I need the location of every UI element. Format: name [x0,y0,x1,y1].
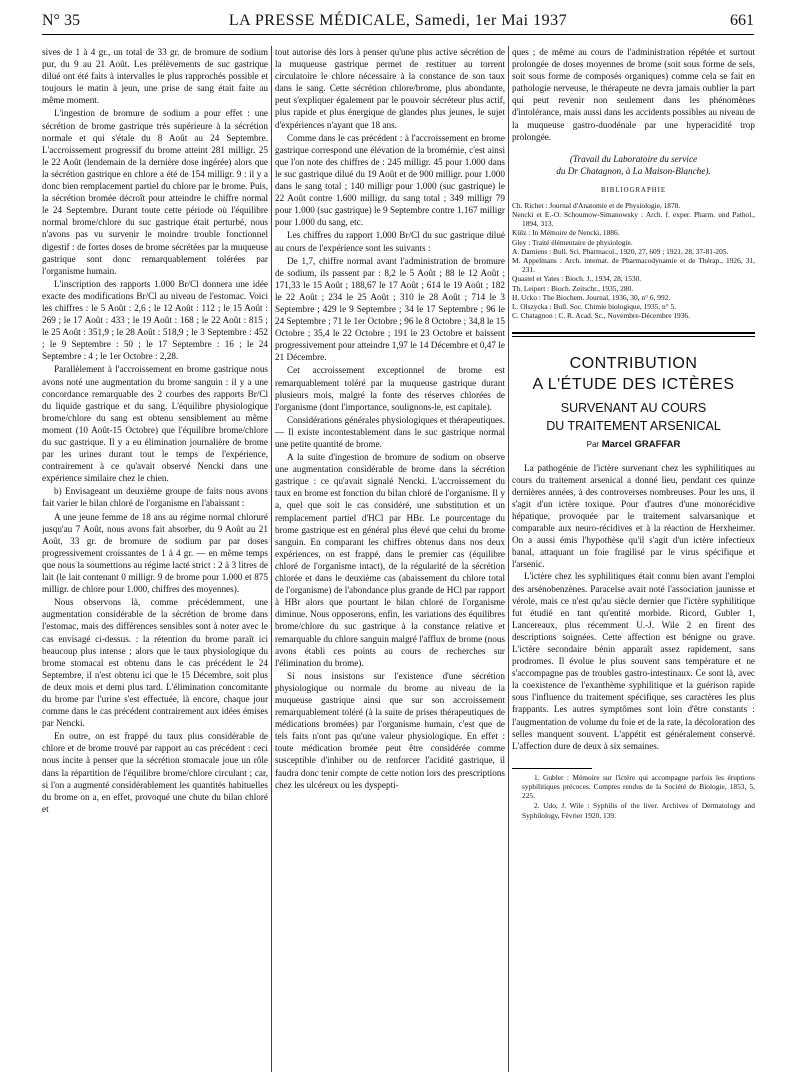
paragraph: L'inscription des rapports 1.000 Br/Cl donnera une idée exacte des modifications Br/Cl au niveau de l'estomac. Voici les chiffres : le 5 Août : 2,6 ; le 12 Août : 112 ; le 15 Août : 269 ; le 17 Août : 433 ; le 19 Août : 168 ; le 22 Août : 815 ; le 25 Août : 351,9 ; le 28 Août : 518,9 ; le 3 Septembre : 452 ; le 9 Septembre : 50 ; le 17 Septembre : 16 ; le 24 Septembre : 4 ; le 1er Octobre : 2,28. [42,278,268,362]
bibliography-entry: C. Chatagnon : C. R. Acad. Sc., Novembre-Décembre 1936. [512,311,690,321]
paragraph: De 1,7, chiffre normal avant l'administration de bromure de sodium, ils passent par : 8,2 le 5 Août ; 88 le 12 Août ; 171,33 le 15 Août ; 188,67 le 17 Août ; 614 le 19 Août ; 182 le 22 Août ; 234 le 25 Août ; 310 le 28 Août ; 714 le 3 Septembre ; 429 le 9 Septembre ; 34 le 17 Septembre ; 96 le 24 Septembre ; 71 le 1er Octobre ; 96 le 8 Octobre ; 34,8 le 15 Octobre ; 35,4 le 22 Octobre ; 191 le 23 Octobre et baissent progressivement pour atteindre 1,97 le 14 Décembre et 0,47 le 21 Décembre. [275,255,505,363]
page-number: 661 [730,12,754,29]
author-prefix: Par [586,440,600,450]
column-3 [512,46,755,821]
page-header [42,10,754,35]
paragraph: sives de 1 à 4 gr., un total de 33 gr. de bromure de sodium pur, du 9 au 21 Août. Les prélèvements de suc gastrique dilué ont été faits à intervalles le plus rapprochés possible et toujours le matin à jeun, une prise de sang était faite au même moment. [42,47,268,106]
bibliography-entry: L. Olszycka : Bull. Soc. Chimie biologique, 1935, n° 5. [512,302,677,312]
author-name: Marcel GRAFFAR [601,439,681,451]
paragraph: Si nous insistons sur l'existence d'une sécrétion physiologique ou normale du brome au niveau de la muqueuse gastrique ainsi que sur son accroissement remarquablement toléré (à la suite de prises thérapeutiques de médications bromées) par l'organisme humain, c'est que de tels faits n'ont pas qu'une valeur physiologique. En effet : toute médication bromée peut être considérée comme susceptible d'inhiber ou de renforcer l'acidité gastrique, il faudra donc tenir compte de cette notion lors des prescriptions chez les ulcéreux ou les dyspepti- [275,670,505,790]
footnote: 2. Udo, J. Wile : Syphilis of the liver. Archives of Dermatology and Syphilology, Février 1920, 139. [522,801,755,820]
bibliography-entry: M. Appelmans : Arch. internat. de Pharmacodynamie et de Thérap., 1926, 31, 231. [512,256,755,275]
article-title-line: CONTRIBUTION [569,355,698,373]
footnote-rule [512,768,592,769]
paragraph: L'ictère chez les syphilitiques était connu bien avant l'emploi des arsénobenzènes. Paracelse avait noté l'association jaunisse et vérole, mais ce n'est qu'au siècle dernier que l'ictère syphilitique fut étudié en tant qu'entité morbide. Ricord, Gubler 1, Lancereaux, plus récemment U.-J. Wile 2 en firent des descriptions soignées. Cette affection est bénigne ou grave. L'ictère secondaire bénin apparaît assez rapidement, sans prodromes. Il évolue le plus souvent sans température et ne s'accompagne pas de troubles gastro-intestinaux. Ce sont là, avec la coexistence de l'exanthème syphilitique et la guérison rapide sous l'influence du traitement spécifique, ses caractères les plus frappants. Les autres symptômes sont loin d'être constants : l'augmentation de volume du foie et de la rate, la décoloration des selles manquent souvent. L'appétit est généralement conservé. L'affection dure de deux à six semaines. [512,571,755,751]
column-divider [508,46,509,1072]
paragraph: L'ingestion de bromure de sodium a pour effet : une sécrétion de brome gastrique très supérieure à la sécrétion normale et qui s'étale du 8 Août au 24 Septembre. L'accroissement progressif du brome atteint 281 milligr. 25 le 22 Août (lendemain de la dernière dose ingérée) alors que la sécrétion gastrique en chlore a été de 154 milligr. 9 : il y a donc bien remplacement partiel du chlore par le brome. Puis, la sécrétion bromée décroît pour atteindre le chiffre normal le 24 Septembre. Durant toute cette période où l'équilibre normal brome/chlore du suc gastrique était perturbé, nous n'avons pas vu survenir le moindre trouble fonctionnel digestif : de fortes doses de brome sécrétées par la muqueuse gastrique sont donc remarquablement tolérées par l'organisme humain. [42,108,268,276]
footnote: 1. Gubler : Mémoire sur l'ictère qui accompagne parfois les éruptions syphilitiques précoces. Comptes rendus de la Société de Biologie, 1853, 5, 225. [522,772,755,801]
bibliography-entry: Quastel et Yates : Bioch. J., 1934, 28, 1530. [512,274,642,284]
paragraph: Comme dans le cas précédent : à l'accroissement en brome gastrique correspond une élévation de la bromémie, c'est ainsi que l'on note des chiffres de : 245 milligr. 45 pour 1.000 dans le suc gastrique dilué du 19 Août et de 900 milligr. pour 1.000 dans le sang total ; 140 milligr pour 1.000 (suc gastrique) le 22 Août contre 1.600 milligr. du sang total ; 349 milligr 79 pour 1.000 (suc gastrique) le 9 Septembre contre 1.167 milligr pour 1.000 du sang, etc. [275,132,505,228]
bibliography-list [512,201,755,321]
article-divider [512,332,755,334]
paragraph: Nous observons là, comme précédemment, une augmentation considérable de la sécrétion de brome dans l'estomac, mais des différences sensibles sont à noter avec le cas envisagé ci-dessus. : la rétention du brome paraît ici beaucoup plus intense ; alors que le taux physiologique du brome stomacal est obtenu dans le cas précédent le 24 Septembre, il n'est obtenu ici que le 15 Décembre, soit plus de deux mois et demi plus tard. L'élimination concomitante du brome par l'urine s'est effectuée, là encore, chaque jour comme dans le cas précédent contrairement aux idées émises par Nencki. [42,597,268,729]
paragraph: En outre, on est frappé du taux plus considérable de chlore et de brome trouvé par rapport au cas précédent : ceci nous incite à penser que la sécrétion stomacale joue un rôle dans la répartition de l'équilibre brome/chlore circulant ; car, si l'on a augmenté considérablement les quantités habituelles du brome on a, en effet, provoqué une chute du bilan chloré et [42,731,268,814]
issue-number: N° 35 [42,12,80,29]
article-author [512,439,755,451]
article-body [512,462,755,752]
paragraph: A la suite d'ingestion de bromure de sodium on observe une augmentation considérable de brome dans la sécrétion gastrique : ce qu'avait signalé Nencki. L'accroissement du taux en brome est fonction du bilan chloré de l'organisme. Il y a, quel que soit le cas considéré, une substitution et un remplacement partiel d'HCl par HBr. Le pourcentage du brome gastrique est en général plus élevé que celui du brome sanguin. En comparant les chiffres obtenus dans nos deux expériences, on est frappé, dans le premier cas (équilibre chloré de l'organisme intact), de la régularité de la sécrétion chlorée et dans le deuxième cas (abaissement du chlore total de l'organisme) de l'abondance plus grande de HCl par rapport à HBr alors que pourtant le bilan chloré de l'organisme diminue. Nous opposerons, enfin, les variations des équilibres brome/chlore du suc gastrique à la constance relative et remarquable du chlore sanguin malgré l'afflux de brome (nous avons établi ces points au cours de recherches sur l'élimination du brome). [275,452,505,668]
column-1 [42,46,268,1076]
bibliography-entry: Ch. Richet : Journal d'Anatomie et de Physiologie, 1878. [512,200,681,210]
column-divider [271,46,272,1072]
lab-credit [512,153,755,177]
bibliography-entry: Nencki et E.-O. Schoumow-Simanowsky : Arch. f. exper. Pharm. und Pathol., 1894, 313. [512,210,755,229]
paragraph: Parallèlement à l'accroissement en brome gastrique nous avons noté une augmentation du brome sanguin : il y a une concordance remarquable des 2 courbes des rapports Br/Cl du liquide gastrique et du sang. L'équilibre physiologique brome/chlore du sang est obtenu sensiblement au même moment (10 Août-15 Octobre) que l'équilibre brome/chlore du suc gastrique. Il y a eu élimination journalière de brome par les urines durant tout le temps de l'expérience, contrairement à ce qu'avait observé Nencki dans une expérience similaire chez le chien. [42,364,268,484]
article-subtitle-line: DU TRAITEMENT ARSENICAL [546,419,721,434]
article-divider [512,336,755,337]
paragraph: ques ; de même au cours de l'administration répétée et surtout prolongée de doses moyennes de brome (soit sous forme de sels, soit sous forme de composés organiques) comme cela se fait en pathologie nerveuse, le thérapeute ne devra jamais oublier la part qui peut revenir non seulement dans les phénomènes d'intolérance, mais aussi dans les accidents possibles au niveau de la muqueuse gastro-duodénale par une hyperacidité trop prolongée. [512,47,755,142]
paragraph: Cet accroissement exceptionnel de brome est remarquablement toléré par la muqueuse gastrique durant plusieurs mois, malgré la fonte des réserves chlorées de l'organisme (dont l'importance, soulignons-le, est capitale). [275,365,505,412]
paragraph: b) Envisageant un deuxième groupe de faits nous avons fait varier le bilan chloré de l'organisme en l'abaissant : [42,486,268,509]
paragraph: La pathogénie de l'ictère survenant chez les syphilitiques au cours du traitement arsenical a donné lieu, pendant ces quinze dernières années, à des controverses nombreuses. Pour les uns, il s'agit d'un ictère toxique. Pour d'autres d'une monorécidive hépatique, provoquée par le traitement salvarsanique et comparable aux neuro-récidives et à la réaction de Herxheimer. On a aussi émis l'hypothèse qu'il s'agit d'un ictère infectieux banal, attaquant un foie fragilisé par le virus spécifique et l'arsenic. [512,462,755,570]
section-heading-paragraph: Considérations générales physiologiques et thérapeutiques. — Il existe incontestablement dans le suc gastrique normal une petite quantité de brome. [275,414,505,449]
bibliography-title: BIBLIOGRAPHIE [600,186,667,194]
article-subtitle [512,399,755,435]
column-2 [275,46,505,1076]
article-title [512,353,755,395]
bibliography-entry: Gley : Traité élémentaire de physiologie. [512,237,633,247]
bibliography-entry: H. Ucko : The Biochem. Journal, 1936, 30, n° 6, 992. [512,292,671,302]
lab-credit-line: (Travail du Laboratoire du service [569,153,698,164]
article-title-line: A L'ÉTUDE DES ICTÈRES [532,376,735,394]
paragraph: A une jeune femme de 18 ans au régime normal chloruré jusqu'au 7 Août, nous avons fait absorber, du 9 Août au 21 Août, 33 gr. de bromure de sodium par par doses progressivement croissantes de 1 à 4 gr. — en même temps que nous la soumettions au régime lacté strict : 2 à 3 litres de lait (le lait contenant 0 milligr. 9 de brome pour 1.000 et 875 milligr. de chlore pour 1.000, chiffres des moyennes). [42,511,268,595]
lab-credit-line: du Dr Chatagnon, à La Maison-Blanche). [556,165,711,176]
bibliography-entry: Külz : In Mémoire de Nencki, 1886. [512,228,620,238]
paragraph: Les chiffres du rapport 1.000 Br/Cl du suc gastrique dilué au cours de l'expérience sont les suivants : [275,230,505,253]
article-subtitle-line: SURVENANT AU COURS [560,401,707,416]
journal-title: LA PRESSE MÉDICALE, Samedi, 1er Mai 1937 [228,12,568,29]
bibliography-entry: A. Damiens : Bull. Sci. Pharmacol., 1920, 27, 609 ; 1921, 28, 37-81-205. [512,246,729,256]
paragraph: tout autorise dès lors à penser qu'une plus active sécrétion de la muqueuse gastrique permet de restituer au torrent circulatoire le chlore nécessaire à la constance de son taux dans le sang. Cette sécrétion chlore/brome, plus abondante, peut s'expliquer également par le pouvoir sécréteur plus actif, plus rapide et plus énergique de glandes plus jeunes, le sujet d'expériences n'ayant que 18 ans. [275,47,505,130]
bibliography-entry: Th. Leipert : Bioch. Zeitschr., 1935, 280. [512,283,634,293]
